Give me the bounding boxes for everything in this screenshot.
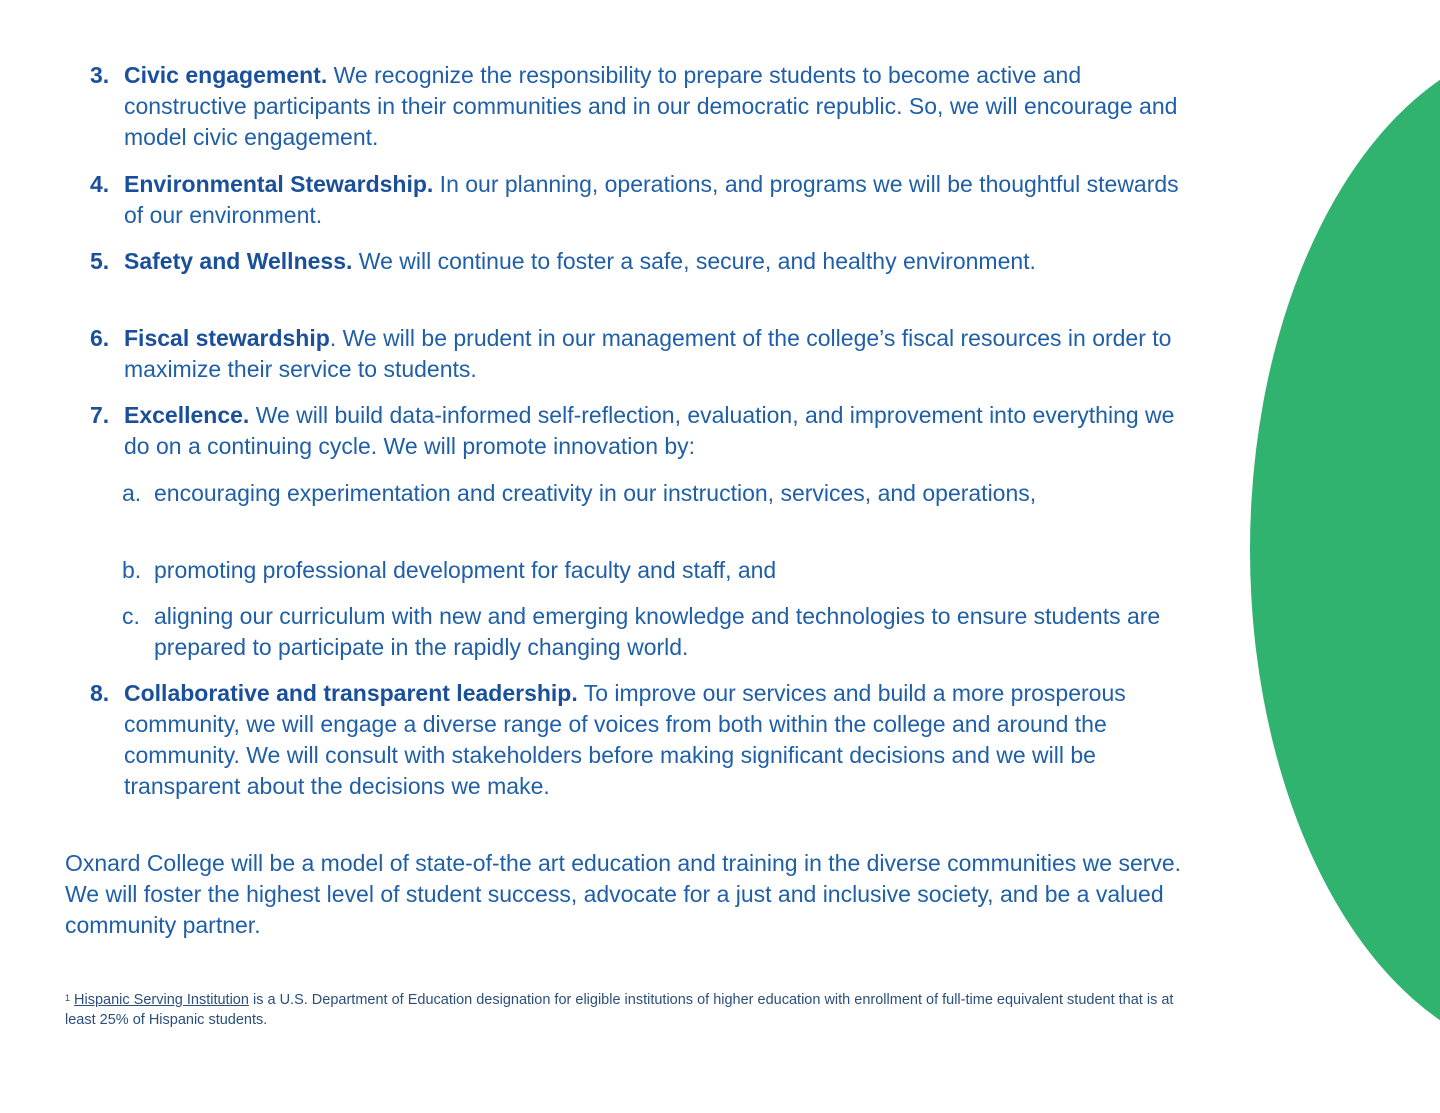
footnote-link[interactable]: Hispanic Serving Institution [74, 992, 249, 1008]
list-text: We will continue to foster a safe, secure, and healthy environment. [352, 248, 1036, 274]
list-number: 7. [90, 402, 110, 428]
list-text: We will build data-informed self-reflection, evaluation, and improvement into everything we do on a continuing cycle. We will promote innovation by: [124, 402, 1175, 459]
sublist-item-a [122, 478, 1192, 509]
list-number: 3. [90, 62, 110, 88]
list-heading: Collaborative and transparent leadership. [124, 680, 578, 706]
sublist-text: promoting professional development for faculty and staff, and [154, 557, 777, 583]
list-item-excellence [90, 400, 1200, 462]
list-heading: Safety and Wellness. [124, 248, 353, 274]
sublist-item-c [122, 601, 1192, 663]
list-number: 4. [90, 171, 110, 197]
list-item-environmental-stewardship [90, 169, 1200, 231]
list-text: In our planning, operations, and programs we will be thoughtful stewards of our environment. [124, 171, 1179, 228]
sublist-text: encouraging experimentation and creativity in our instruction, services, and operations, [154, 480, 1037, 506]
sublist-text: aligning our curriculum with new and emerging knowledge and technologies to ensure students are prepared to participate in the rapidly changing world. [154, 603, 1161, 660]
footnote [65, 990, 1195, 1030]
list-text: . We will be prudent in our management of the college’s fiscal resources in order to maximize their service to students. [124, 325, 1172, 382]
list-heading: Civic engagement. [124, 62, 328, 88]
list-item-collaborative-leadership [90, 678, 1200, 802]
list-heading: Fiscal stewardship [124, 325, 330, 351]
closing-paragraph: Oxnard College will be a model of state-of-the art education and training in the diverse communities we serve. We will foster the highest level of student success, advocate for a just and inclusive society, and be a valued community partner. [65, 850, 1182, 938]
list-item-fiscal-stewardship [90, 323, 1200, 385]
sublist-item-b [122, 555, 1192, 586]
sublist-letter: b. [122, 557, 142, 583]
sublist-letter: c. [122, 603, 140, 629]
sublist-letter: a. [122, 480, 142, 506]
list-heading: Environmental Stewardship. [124, 171, 434, 197]
list-item-civic-engagement [90, 60, 1200, 153]
list-item-safety-wellness [90, 246, 1200, 277]
list-number: 8. [90, 680, 110, 706]
list-number: 6. [90, 325, 110, 351]
list-text: To improve our services and build a more prosperous community, we will engage a diverse range of voices from both within the college and around the community. We will consult with stakeholders before making significant decisions and we will be transparent about the decisions we make. [124, 680, 1126, 799]
footnote-marker: 1 [65, 993, 71, 1003]
list-text: We recognize the responsibility to prepare students to become active and constructive participants in their communities and in our democratic republic. So, we will encourage and model civic engagement. [124, 62, 1178, 150]
list-number: 5. [90, 248, 110, 274]
footnote-text: is a U.S. Department of Education designation for eligible institutions of higher education with enrollment of full-time equivalent student that is at least 25% of Hispanic students. [65, 992, 1174, 1028]
list-heading: Excellence. [124, 402, 250, 428]
